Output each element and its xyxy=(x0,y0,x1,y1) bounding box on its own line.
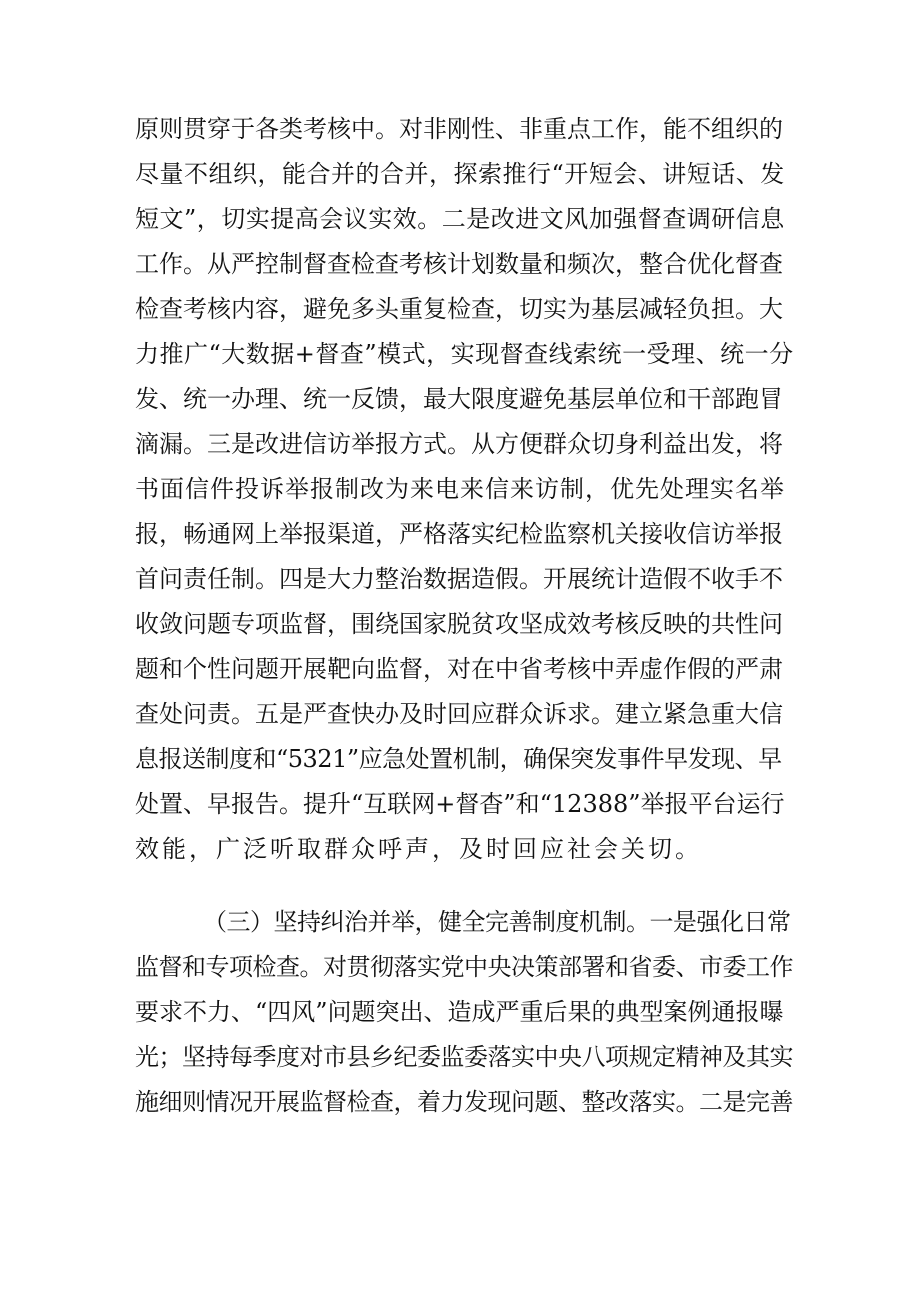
paragraph-line: 施细则情况开展监督检查，着力发现问题、整改落实。二是完善 xyxy=(135,1088,793,1116)
paragraph-line: 书面信件投诉举报制改为来电来信来访制，优先处理实名举 xyxy=(135,475,785,503)
paragraph-line: 监督和专项检查。对贯彻落实党中央决策部署和省委、市委工作 xyxy=(135,953,793,981)
paragraph-line: 处置、早报告。提升“互联网+督杳”和“12388”举报平台运行 xyxy=(135,790,785,818)
paragraph-line: 查处问责。五是严查快办及时回应群众诉求。建立紧急重大信 xyxy=(135,700,783,728)
paragraph-line: 滴漏。三是改进信访举报方式。从方便群众切身利益出发，将 xyxy=(135,430,783,458)
paragraph-line: 检查考核内容，避免多头重复检查，切实为基层减轻负担。大 xyxy=(135,295,783,323)
paragraph-line: 首问责任制。四是大力整治数据造假。开展统计造假不收手不 xyxy=(135,565,783,593)
paragraph-line: 收敛问题专项监督，围绕国家脱贫攻坚成效考核反映的共性问 xyxy=(135,610,783,638)
paragraph-line: 原则贯穿于各类考核中。对非刚性、非重点工作，能不组织的 xyxy=(135,115,783,143)
paragraph-line: 息报送制度和“5321”应急处置机制，确保突发事件早发现、早 xyxy=(135,745,782,773)
paragraph-line: 短文”，切实提高会议实效。二是改进文风加强督查调研信息 xyxy=(135,205,785,233)
paragraph-line: 力推广“大数据+督查”模式，实现督查线索统一受理、统一分 xyxy=(135,340,794,368)
paragraph-line: 效能，广泛听取群众呼声，及时回应社会关切。 xyxy=(135,835,702,863)
paragraph-line: 题和个性问题开展靶向监督，对在中省考核中弄虚作假的严肃 xyxy=(135,655,783,683)
paragraph-line: 工作。从严控制督查检查考核计划数量和频次，整合优化督查 xyxy=(135,250,783,278)
section-heading-line: （三）坚持纠治并举，健全完善制度机制。一是强化日常 xyxy=(203,908,791,936)
paragraph-line: 光；坚持每季度对市县乡纪委监委落实中央八项规定精神及其实 xyxy=(135,1043,793,1071)
paragraph-line: 尽量不组织，能合并的合并，探索推行“开短会、讲短话、发 xyxy=(135,160,785,188)
paragraph-line: 要求不力、“四风”问题突出、造成严重后果的典型案例通报曝 xyxy=(135,998,784,1026)
paragraph-line: 发、统一办理、统一反馈，最大限度避免基层单位和干部跑冒 xyxy=(135,385,783,413)
paragraph-line: 报，畅通网上举报渠道，严格落实纪检监察机关接收信访举报 xyxy=(135,520,783,548)
